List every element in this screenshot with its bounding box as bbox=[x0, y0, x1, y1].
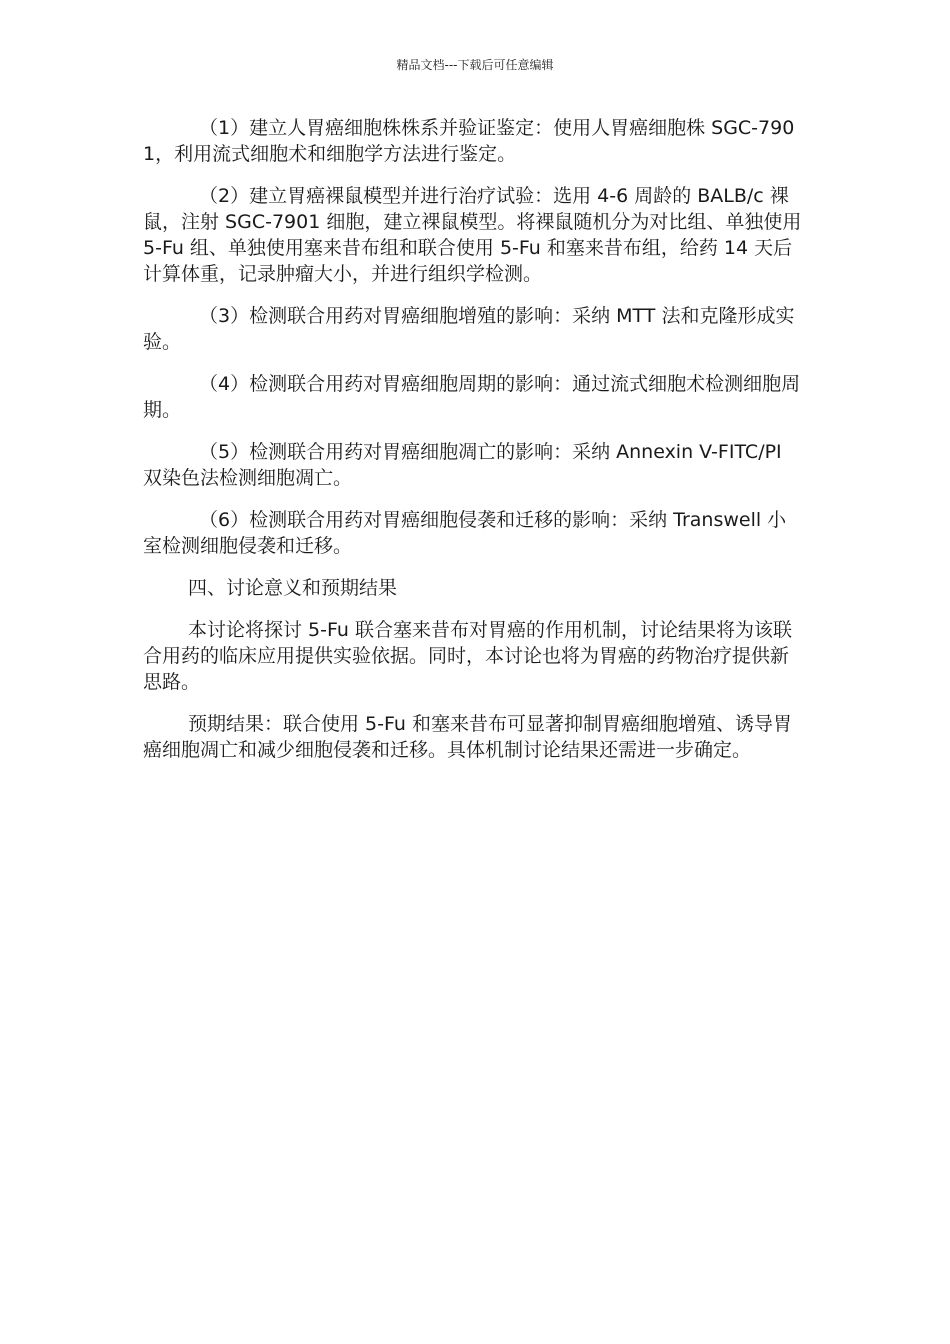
paragraph-step-3: （3）检测联合用药对胃癌细胞增殖的影响：采纳 MTT 法和克隆形成实验。 bbox=[143, 305, 795, 353]
paragraph-step-6: （6）检测联合用药对胃癌细胞侵袭和迁移的影响：采纳 Transwell 小室检测细胞侵袭和迁移。 bbox=[143, 509, 787, 557]
page-header: 精品文档---下载后可任意编辑 bbox=[396, 58, 554, 72]
document-body bbox=[143, 115, 805, 779]
paragraph-significance: 本讨论将探讨 5-Fu 联合塞来昔布对胃癌的作用机制，讨论结果将为该联合用药的临床应用提供实验依据。同时，本讨论也将为胃癌的药物治疗提供新思路。 bbox=[143, 619, 792, 693]
paragraph-step-4: （4）检测联合用药对胃癌细胞周期的影响：通过流式细胞术检测细胞周期。 bbox=[143, 373, 801, 421]
paragraph-step-5: （5）检测联合用药对胃癌细胞凋亡的影响：采纳 Annexin V-FITC/PI 双染色法检测细胞凋亡。 bbox=[143, 441, 782, 489]
paragraph-step-1: （1）建立人胃癌细胞株株系并验证鉴定：使用人胃癌细胞株 SGC-7901，利用流式细胞术和细胞学方法进行鉴定。 bbox=[143, 117, 795, 165]
paragraph-step-2: （2）建立胃癌裸鼠模型并进行治疗试验：选用 4-6 周龄的 BALB/c 裸鼠，注射 SGC-7901 细胞，建立裸鼠模型。将裸鼠随机分为对比组、单独使用 5-Fu 组、单独使用塞来昔布组和联合使用 5-Fu 和塞来昔布组，给药 14 天后计算体重，记录肿瘤大小，并进行组织学检测。 bbox=[143, 185, 802, 285]
paragraph-expected-results: 预期结果：联合使用 5-Fu 和塞来昔布可显著抑制胃癌细胞增殖、诱导胃癌细胞凋亡和减少细胞侵袭和迁移。具体机制讨论结果还需进一步确定。 bbox=[143, 713, 792, 761]
section-heading: 四、讨论意义和预期结果 bbox=[188, 577, 398, 599]
